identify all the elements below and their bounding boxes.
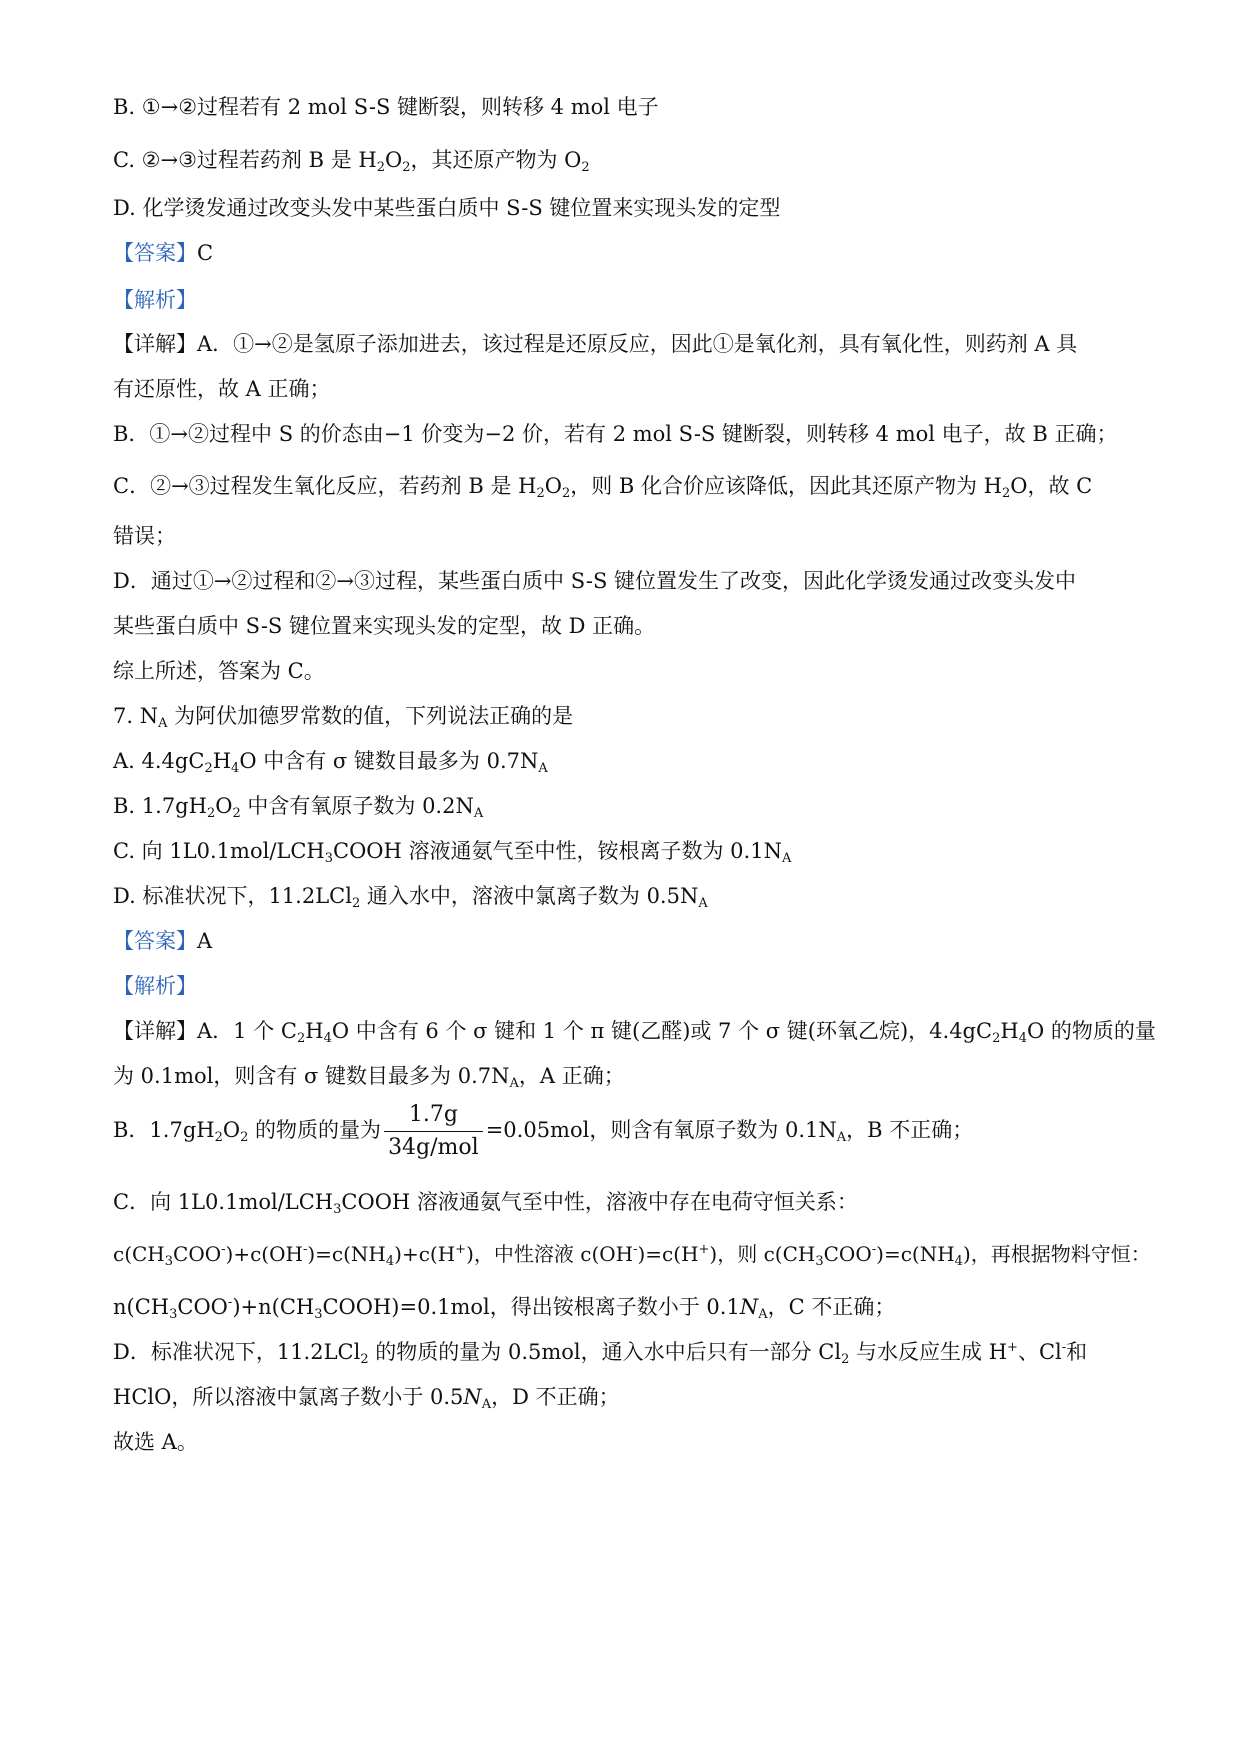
analysis-label-q7: 【解析】 (113, 974, 197, 998)
summary-q6: 综上所述，答案为 C。 (113, 659, 325, 683)
detail-a-q7: 【详解】A．1 个 $C_2H_4O$ 中含有 6 个 σ 键和 1 个 π 键(乙醛)或 7 个 σ 键(环氧乙烷)，$4.4gC_2H_4O$ 的物质的量 (113, 1019, 1156, 1046)
option-a-q7: A. $4.4gC_2H_4O$ 中含有 σ 键数目最多为 $0.7N_A$ (113, 749, 548, 776)
question-7: 7. $N_A$ 为阿伏加德罗常数的值，下列说法正确的是 (113, 704, 574, 731)
conclusion-q7: 故选 A。 (113, 1430, 198, 1454)
detail-d-q6: D．通过①→②过程和②→③过程，某些蛋白质中 S-S 键位置发生了改变，因此化学烫发通过改变头发中 (113, 569, 1077, 593)
option-c-q6: C. ②→③过程若药剂 B 是 $H_2O_2$，其还原产物为 $O_2$ (113, 148, 590, 175)
option-b-q7: B. $1.7gH_2O_2$ 中含有氧原子数为 $0.2N_A$ (113, 794, 484, 821)
detail-d2-q6: 某些蛋白质中 S-S 键位置来实现头发的定型，故 D 正确。 (113, 614, 656, 638)
fraction-numerator: 1.7g (384, 1101, 483, 1132)
detail-c-q7: C．向 $1L0.1mol/LCH_3COOH$ 溶液通氨气至中性，溶液中存在电荷守恒关系： (113, 1190, 858, 1217)
detail-c2-q6: 错误； (113, 524, 176, 548)
detail-d-q7: D．标准状况下，11.2LCl$_2$ 的物质的量为 0.5mol，通入水中后只有一部分 $Cl_2$ 与水反应生成 H+、Cl-和 (113, 1340, 1088, 1367)
fraction (384, 1101, 483, 1162)
detail-c2-q7: $c(CH_3COO^-)+c(OH^-)=c(NH_4)+c(H^+)$，中性溶液 c(OH-)=c(H+)，则 $c(CH_3COO^-)=c(NH_4)$，再根据物料守恒： (113, 1242, 1151, 1269)
answer-q6: 【答案】C (113, 241, 214, 265)
option-d-q7: D. 标准状况下，11.2LCl$_2$ 通入水中，溶液中氯离子数为 $0.5N_A$ (113, 884, 708, 911)
detail-a2-q6: 有还原性，故 A 正确； (113, 377, 331, 401)
detail-b-q6: B．①→②过程中 S 的价态由−1 价变为−2 价，若有 2 mol S-S 键断裂，则转移 4 mol 电子，故 B 正确； (113, 422, 1118, 446)
detail-b-q7: B．$1.7gH_2O_2$ 的物质的量为 $\frac{1.7g}{\text{34g/mol}}$ =0.05mol，则含有氧原子数为 $0.1N_A$，B 不正确； (113, 1102, 974, 1160)
option-d-q6: D. 化学烫发通过改变头发中某些蛋白质中 S-S 键位置来实现头发的定型 (113, 196, 781, 220)
analysis-label-q6: 【解析】 (113, 288, 197, 312)
option-c-q7: C. 向 $1L0.1mol/LCH_3COOH$ 溶液通氨气至中性，铵根离子数为 $0.1N_A$ (113, 839, 792, 866)
detail-a-q6: 【详解】A．①→②是氢原子添加进去，该过程是还原反应，因此①是氧化剂，具有氧化性，则药剂 A 具 (113, 332, 1078, 356)
detail-a2-q7: 为 0.1mol，则含有 σ 键数目最多为 $0.7N_A$，A 正确； (113, 1064, 625, 1091)
detail-d2-q7: HClO，所以溶液中氯离子数小于 $0.5N_A$，D 不正确； (113, 1385, 620, 1412)
answer-q7: 【答案】A (113, 929, 213, 953)
option-b-q6: B. ①→②过程若有 2 mol S-S 键断裂，则转移 4 mol 电子 (113, 95, 659, 119)
detail-c-q6: C．②→③过程发生氧化反应，若药剂 B 是 $H_2O_2$，则 B 化合价应该降低，因此其还原产物为 $H_2O$，故 C (113, 474, 1093, 501)
detail-c3-q7: $n(CH_3COO^-)+n(CH_3COOH)=0.1mol$，得出铵根离子数小于 $0.1N_A$，C 不正确； (113, 1295, 896, 1322)
fraction-denominator: 34g/mol (388, 1135, 479, 1160)
